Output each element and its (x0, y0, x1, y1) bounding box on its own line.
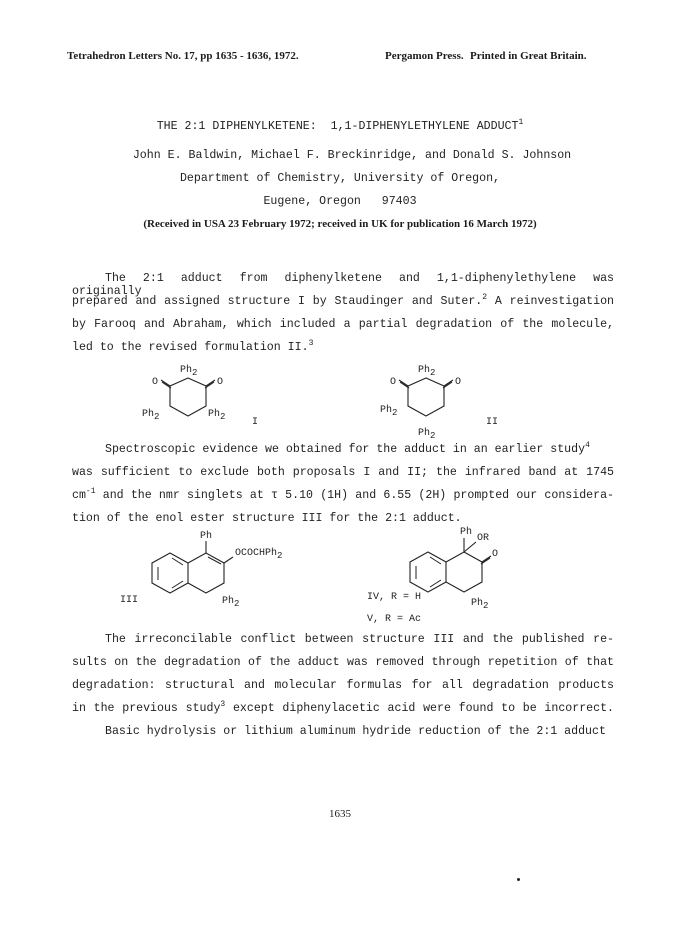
publisher: Pergamon Press. (385, 50, 464, 62)
ph2-label: Ph2 (222, 596, 240, 609)
structure-IV-V (360, 520, 540, 630)
compound-label-v: V, R = Ac (367, 614, 422, 625)
para2-line3 (72, 489, 614, 507)
benzene-ring (410, 552, 446, 592)
ph2-label: Ph2 (418, 428, 436, 441)
para1-line3: by Farooq and Abraham, which included a partial degradation of the molecule, (72, 318, 614, 331)
speck (517, 878, 520, 881)
para3-line4-text: in the previous study (72, 702, 221, 715)
para2-line1-text: Spectroscopic evidence we obtained for the adduct in an earlier study (105, 443, 586, 456)
printed-note: Printed in Great Britain. (470, 50, 587, 62)
page-number: 1635 (329, 808, 351, 820)
ring (170, 378, 206, 416)
or-label: OR (477, 533, 490, 544)
para2-line1 (105, 443, 590, 456)
ph2-label: Ph2 (380, 405, 398, 418)
oxygen-label: O (455, 377, 462, 388)
unit-exponent: -1 (85, 487, 96, 496)
compound-label: III (120, 595, 139, 606)
affiliation-line-2: Eugene, Oregon 97403 (263, 195, 417, 208)
para4-line1: Basic hydrolysis or lithium aluminum hydride reduction of the 2:1 adduct (105, 725, 606, 738)
para2-line2: was sufficient to exclude both proposals I and II; the infrared band at 1745 (72, 466, 614, 479)
cyclohexene-ring (188, 553, 224, 593)
para2-line3-text: and the nmr singlets at τ 5.10 (1H) and 6.55 (2H) prompted our considera- (95, 489, 614, 502)
title-text: THE 2:1 DIPHENYLKETENE: 1,1-DIPHENYLETHYLENE ADDUCT (156, 120, 519, 133)
oxygen-label: O (390, 377, 397, 388)
received-dates: (Received in USA 23 February 1972; received in UK for publication 16 March 1972) (143, 218, 537, 230)
article-title (0, 120, 680, 133)
ph2-label: Ph2 (142, 409, 160, 422)
footnote-ref: 3 (220, 700, 226, 709)
para3-line4-tail: except diphenylacetic acid were found to be incorrect. (225, 702, 614, 715)
structure-II (378, 360, 508, 450)
structure-III (110, 525, 320, 615)
ring (408, 378, 444, 416)
affiliation-line-1: Department of Chemistry, University of Oregon, (179, 172, 501, 185)
para1-line2 (72, 295, 614, 313)
structure-I (140, 360, 280, 440)
footnote-ref: 4 (585, 441, 590, 450)
para1-line4 (72, 341, 313, 354)
ph2-label: Ph2 (180, 365, 198, 378)
benzene-ring (152, 553, 188, 593)
citation: Tetrahedron Letters No. 17, pp 1635 - 1636, 1972. (67, 50, 299, 62)
compound-label: II (486, 417, 499, 428)
ph2-label: Ph2 (418, 365, 436, 378)
para2-line3-unit: cm (72, 489, 86, 502)
phenyl-label: Ph (200, 531, 213, 542)
compound-label: I (252, 417, 259, 428)
authors: John E. Baldwin, Michael F. Breckinridge, and Donald S. Johnson (132, 149, 572, 162)
ph2-label: Ph2 (208, 409, 226, 422)
para3-line2: sults on the degradation of the adduct was removed through repetition of that (72, 656, 614, 669)
para3-line1: The irreconcilable conflict between structure III and the published re- (105, 633, 614, 646)
para1-line2-text: prepared and assigned structure I by Staudinger and Suter. (72, 295, 483, 308)
compound-label-iv: IV, R = H (367, 592, 422, 603)
oxygen-label: O (217, 377, 224, 388)
phenyl-label: Ph (460, 527, 473, 538)
footnote-ref: 3 (308, 339, 314, 348)
footnote-ref: 2 (482, 293, 488, 302)
oxygen-label: O (492, 549, 499, 560)
ester-label: OCOCHPh2 (235, 548, 283, 561)
oxygen-label: O (152, 377, 159, 388)
para2-line4: tion of the enol ester structure III for the 2:1 adduct. (72, 512, 462, 525)
para1-line4-text: led to the revised formulation II. (72, 341, 309, 354)
para1-line2-tail: A reinvestigation (487, 295, 614, 308)
para3-line4 (72, 702, 614, 720)
cyclohexanone-ring (446, 552, 482, 592)
ph2-label: Ph2 (471, 598, 489, 611)
title-footnote-ref: 1 (518, 118, 524, 127)
para1-line1: The 2:1 adduct from diphenylketene and 1,1-diphenylethylene was originally (72, 272, 614, 298)
para3-line3: degradation: structural and molecular formulas for all degradation products (72, 679, 614, 692)
